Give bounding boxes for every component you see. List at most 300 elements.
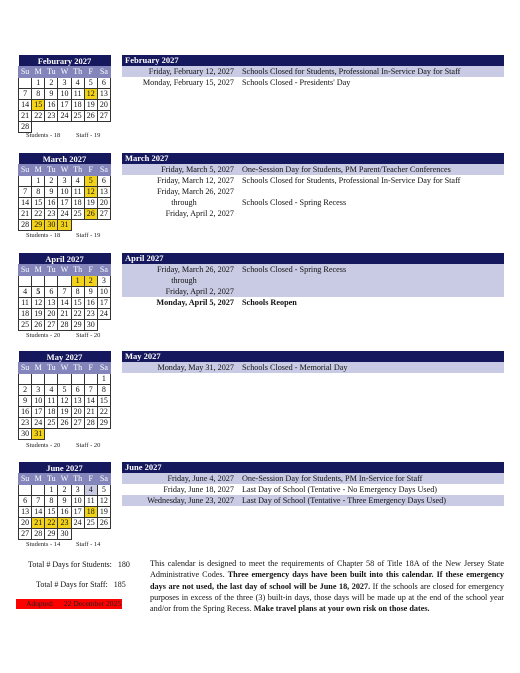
day-cell: 24	[58, 111, 71, 122]
day-cell: 18	[71, 100, 84, 111]
day-cell: 27	[45, 320, 58, 331]
day-cell: 12	[97, 496, 110, 507]
weekday-label: Tu	[45, 474, 58, 485]
day-cell: 12	[58, 396, 71, 407]
month-title: Feburary 2027	[19, 55, 111, 67]
day-cell: 11	[45, 396, 58, 407]
day-cell: 23	[84, 309, 97, 320]
week-row	[19, 529, 111, 540]
event-row	[122, 362, 504, 373]
weekday-label: Tu	[45, 165, 58, 176]
day-cell: 10	[32, 396, 45, 407]
staff-day-count: Staff - 20	[76, 442, 101, 449]
day-cell: 31	[58, 220, 71, 231]
event-date: Friday, June 18, 2027	[163, 485, 234, 494]
day-cell: 19	[32, 309, 45, 320]
month-calendar	[18, 153, 111, 231]
day-cell: 5	[97, 485, 110, 496]
day-cell: 9	[45, 187, 58, 198]
month-title: March 2027	[19, 153, 111, 165]
day-cell: 15	[32, 198, 45, 209]
month-title: May 2027	[19, 351, 111, 363]
student-day-count: Students - 20	[26, 332, 61, 339]
day-cell: 30	[19, 429, 32, 440]
weekday-label: Tu	[45, 363, 58, 374]
day-cell: 20	[71, 407, 84, 418]
day-cell	[58, 429, 71, 440]
student-day-count: Students - 20	[26, 442, 61, 449]
day-cell: 5	[84, 78, 97, 89]
day-cell: 26	[32, 320, 45, 331]
event-description: One-Session Day for Students, PM Parent/Teacher Conferences	[242, 165, 451, 174]
day-cell: 17	[71, 507, 84, 518]
event-row	[122, 197, 504, 208]
event-date: Friday, March 26, 2027	[156, 187, 234, 196]
month-calendar	[18, 351, 111, 440]
day-cell: 10	[58, 89, 71, 100]
day-cell	[19, 485, 32, 496]
day-cell: 7	[19, 89, 32, 100]
day-cell	[97, 320, 110, 331]
day-cell: 18	[84, 507, 97, 518]
week-row	[19, 518, 111, 529]
weekday-label: Sa	[97, 363, 110, 374]
day-cell	[58, 374, 71, 385]
events-title: June 2027	[122, 462, 504, 473]
day-cell	[58, 276, 71, 287]
week-row	[19, 374, 111, 385]
event-date: Friday, March 5, 2027	[161, 165, 234, 174]
weekday-label: F	[84, 474, 97, 485]
day-cell	[19, 276, 32, 287]
weekday-label: Su	[19, 165, 32, 176]
day-cell: 11	[71, 89, 84, 100]
day-cell: 31	[32, 429, 45, 440]
week-row	[19, 496, 111, 507]
day-cell	[19, 176, 32, 187]
day-cell: 28	[19, 220, 32, 231]
week-row	[19, 407, 111, 418]
day-cell: 13	[19, 507, 32, 518]
day-cell: 30	[84, 320, 97, 331]
day-cell: 14	[84, 396, 97, 407]
day-cell: 4	[71, 78, 84, 89]
day-cell: 16	[19, 407, 32, 418]
day-cell: 15	[97, 396, 110, 407]
day-cell: 6	[19, 496, 32, 507]
event-row	[122, 275, 504, 286]
day-cell: 10	[58, 187, 71, 198]
events-title: March 2027	[122, 153, 504, 164]
weekday-label: Sa	[97, 265, 110, 276]
day-cell: 18	[19, 309, 32, 320]
event-date: Friday, March 12, 2027	[156, 176, 234, 185]
day-cell: 7	[58, 287, 71, 298]
day-cell: 12	[84, 89, 97, 100]
day-cell: 28	[58, 320, 71, 331]
day-cell: 25	[45, 418, 58, 429]
event-description: Schools Closed - Spring Recess	[242, 265, 347, 274]
week-row	[19, 100, 111, 111]
day-cell: 21	[84, 407, 97, 418]
week-row	[19, 396, 111, 407]
event-date: Monday, May 31, 2027	[157, 363, 234, 372]
day-cell: 8	[32, 187, 45, 198]
day-cell: 14	[32, 507, 45, 518]
weekday-label: Th	[71, 265, 84, 276]
day-cell	[58, 122, 71, 133]
event-row	[122, 264, 504, 275]
day-cell: 21	[19, 111, 32, 122]
event-description: Schools Closed - Presidents' Day	[242, 78, 351, 87]
day-cell	[97, 429, 110, 440]
day-cell: 22	[32, 111, 45, 122]
weekday-label: Su	[19, 67, 32, 78]
day-cell: 19	[84, 100, 97, 111]
day-cell	[45, 374, 58, 385]
event-description: One-Session Day for Students, PM In-Service for Staff	[242, 474, 423, 483]
day-cell: 27	[19, 529, 32, 540]
day-cell: 11	[19, 298, 32, 309]
day-cell: 10	[71, 496, 84, 507]
day-cell: 26	[84, 209, 97, 220]
weekday-label: M	[32, 363, 45, 374]
day-cell: 15	[32, 100, 45, 111]
event-description: Last Day of School (Tentative - No Emergency Days Used)	[242, 485, 438, 494]
day-cell: 3	[71, 485, 84, 496]
day-cell: 13	[71, 396, 84, 407]
day-cell: 22	[97, 407, 110, 418]
staff-day-count: Staff - 14	[76, 541, 101, 548]
weekday-label: F	[84, 165, 97, 176]
day-cell: 13	[97, 187, 110, 198]
week-row	[19, 507, 111, 518]
adopted-badge: Adopted: 22 December 2025	[16, 599, 122, 609]
day-cell: 15	[45, 507, 58, 518]
event-row	[122, 208, 504, 219]
day-cell	[71, 220, 84, 231]
day-cell: 29	[45, 529, 58, 540]
calendar-note: This calendar is designed to meet the requirements of Chapter 58 of Title 18A of the New Jersey State Administrative Codes. Three emergency days have been built into this calendar. If these emergency days are not used, the last day of school will be June 18, 2027. If the schools are closed for emergency purposes in excess of the three (3) built-in days, those days will be made up at the end of the school year and/or from the Spring Recess. Make travel plans at your own risk on those dates.	[150, 559, 505, 614]
event-date: Friday, June 4, 2027	[167, 474, 234, 483]
day-cell	[45, 122, 58, 133]
week-row	[19, 220, 111, 231]
day-cell: 19	[58, 407, 71, 418]
day-cell: 12	[32, 298, 45, 309]
day-cell	[45, 429, 58, 440]
event-date: through	[171, 198, 197, 207]
event-row	[122, 66, 504, 77]
day-cell: 21	[58, 309, 71, 320]
day-cell: 30	[45, 220, 58, 231]
month-events	[122, 351, 504, 373]
event-row	[122, 297, 504, 308]
event-description: Schools Closed - Spring Recess	[242, 198, 347, 207]
day-cell: 16	[58, 507, 71, 518]
weekday-label: Sa	[97, 165, 110, 176]
day-cell: 11	[84, 496, 97, 507]
day-cell: 27	[97, 111, 110, 122]
day-cell: 23	[58, 518, 71, 529]
week-row	[19, 276, 111, 287]
day-cell: 11	[71, 187, 84, 198]
day-cell: 7	[19, 187, 32, 198]
day-cell: 8	[45, 496, 58, 507]
weekday-label: W	[58, 363, 71, 374]
day-cell: 20	[97, 100, 110, 111]
day-cell: 24	[58, 209, 71, 220]
day-cell: 4	[45, 385, 58, 396]
day-cell: 22	[71, 309, 84, 320]
day-cell: 28	[32, 529, 45, 540]
day-cell: 29	[71, 320, 84, 331]
weekday-label: M	[32, 265, 45, 276]
day-cell: 9	[84, 287, 97, 298]
day-cell	[19, 374, 32, 385]
day-cell	[32, 276, 45, 287]
weekday-label: M	[32, 67, 45, 78]
day-cell: 5	[58, 385, 71, 396]
day-cell	[32, 122, 45, 133]
day-cell: 1	[97, 374, 110, 385]
day-cell: 19	[97, 507, 110, 518]
day-cell: 28	[84, 418, 97, 429]
event-date: Friday, February 12, 2027	[148, 67, 234, 76]
student-day-count: Students - 18	[26, 132, 61, 139]
weekday-label: W	[58, 265, 71, 276]
week-row	[19, 320, 111, 331]
day-cell: 10	[97, 287, 110, 298]
staff-day-count: Staff - 19	[76, 132, 101, 139]
day-cell: 16	[45, 198, 58, 209]
day-cell: 27	[97, 209, 110, 220]
day-cell: 23	[19, 418, 32, 429]
day-cell	[19, 78, 32, 89]
day-cell: 26	[97, 518, 110, 529]
day-cell: 23	[45, 111, 58, 122]
week-row	[19, 287, 111, 298]
total-students: Total # Days for Students: 180	[28, 560, 130, 569]
weekday-label: F	[84, 363, 97, 374]
event-row	[122, 186, 504, 197]
staff-day-count: Staff - 19	[76, 232, 101, 239]
day-cell: 13	[97, 89, 110, 100]
week-row	[19, 198, 111, 209]
event-row	[122, 164, 504, 175]
day-cell: 22	[45, 518, 58, 529]
day-cell: 17	[58, 100, 71, 111]
day-cell	[32, 485, 45, 496]
week-row	[19, 429, 111, 440]
day-cell	[84, 429, 97, 440]
day-cell: 9	[19, 396, 32, 407]
weekday-label: Sa	[97, 474, 110, 485]
event-description: Schools Reopen	[242, 298, 297, 307]
week-row	[19, 89, 111, 100]
day-cell: 18	[45, 407, 58, 418]
event-date: Wednesday, June 23, 2027	[147, 496, 234, 505]
day-cell: 5	[84, 176, 97, 187]
day-cell	[84, 374, 97, 385]
day-cell: 19	[84, 198, 97, 209]
weekday-label: Th	[71, 67, 84, 78]
weekday-label: W	[58, 67, 71, 78]
day-cell: 23	[45, 209, 58, 220]
weekday-label: Su	[19, 363, 32, 374]
day-cell: 3	[58, 176, 71, 187]
day-cell: 25	[71, 209, 84, 220]
events-title: April 2027	[122, 253, 504, 264]
day-cell	[84, 529, 97, 540]
day-cell: 25	[84, 518, 97, 529]
day-cell	[84, 122, 97, 133]
week-row	[19, 209, 111, 220]
day-cell: 9	[58, 496, 71, 507]
day-cell: 2	[19, 385, 32, 396]
day-cell: 5	[32, 287, 45, 298]
student-day-count: Students - 18	[26, 232, 61, 239]
day-cell: 26	[58, 418, 71, 429]
day-cell: 16	[84, 298, 97, 309]
month-title: April 2027	[19, 253, 111, 265]
event-row	[122, 473, 504, 484]
day-cell: 24	[32, 418, 45, 429]
day-cell: 1	[32, 78, 45, 89]
day-cell: 4	[71, 176, 84, 187]
day-cell	[97, 220, 110, 231]
month-events	[122, 253, 504, 308]
event-date: Monday, February 15, 2027	[142, 78, 234, 87]
week-row	[19, 298, 111, 309]
day-cell: 24	[97, 309, 110, 320]
day-cell: 13	[45, 298, 58, 309]
day-cell: 4	[84, 485, 97, 496]
weekday-label: W	[58, 165, 71, 176]
events-title: May 2027	[122, 351, 504, 362]
event-date: Friday, April 2, 2027	[165, 287, 234, 296]
day-cell: 17	[97, 298, 110, 309]
day-cell: 17	[58, 198, 71, 209]
day-cell: 14	[19, 100, 32, 111]
day-cell: 17	[32, 407, 45, 418]
weekday-label: W	[58, 474, 71, 485]
event-description: Schools Closed for Students, Professional In-Service Day for Staff	[242, 67, 461, 76]
day-cell: 8	[97, 385, 110, 396]
weekday-label: Su	[19, 474, 32, 485]
month-calendar	[18, 55, 111, 133]
event-description: Schools Closed - Memorial Day	[242, 363, 348, 372]
weekday-label: F	[84, 265, 97, 276]
day-cell: 24	[71, 518, 84, 529]
event-description: Last Day of School (Tentative - Three Emergency Days Used)	[242, 496, 446, 505]
day-cell	[71, 529, 84, 540]
day-cell: 7	[84, 385, 97, 396]
day-cell: 3	[97, 276, 110, 287]
day-cell: 6	[45, 287, 58, 298]
day-cell: 20	[97, 198, 110, 209]
day-cell	[45, 276, 58, 287]
event-date: Friday, April 2, 2027	[165, 209, 234, 218]
event-row	[122, 495, 504, 506]
event-description: Schools Closed for Students, Professional In-Service Day for Staff	[242, 176, 461, 185]
day-cell: 22	[32, 209, 45, 220]
day-cell: 29	[97, 418, 110, 429]
event-date: Monday, April 5, 2027	[156, 298, 234, 307]
day-cell: 4	[19, 287, 32, 298]
day-cell: 1	[45, 485, 58, 496]
day-cell: 8	[71, 287, 84, 298]
weekday-label: Th	[71, 474, 84, 485]
day-cell: 7	[32, 496, 45, 507]
day-cell: 18	[71, 198, 84, 209]
day-cell: 6	[97, 176, 110, 187]
day-cell	[32, 374, 45, 385]
week-row	[19, 385, 111, 396]
day-cell: 12	[84, 187, 97, 198]
event-date: through	[171, 276, 197, 285]
day-cell: 25	[71, 111, 84, 122]
day-cell: 6	[71, 385, 84, 396]
day-cell	[71, 429, 84, 440]
event-row	[122, 175, 504, 186]
event-row	[122, 484, 504, 495]
week-row	[19, 418, 111, 429]
student-day-count: Students - 14	[26, 541, 61, 548]
month-events	[122, 462, 504, 506]
weekday-label: Su	[19, 265, 32, 276]
day-cell: 28	[19, 122, 32, 133]
day-cell: 21	[19, 209, 32, 220]
day-cell	[84, 220, 97, 231]
day-cell: 14	[19, 198, 32, 209]
day-cell: 1	[32, 176, 45, 187]
week-row	[19, 176, 111, 187]
month-events	[122, 153, 504, 219]
weekday-label: M	[32, 474, 45, 485]
weekday-label: F	[84, 67, 97, 78]
day-cell: 16	[45, 100, 58, 111]
day-cell: 3	[58, 78, 71, 89]
weekday-label: Sa	[97, 67, 110, 78]
weekday-label: Tu	[45, 265, 58, 276]
day-cell	[71, 374, 84, 385]
day-cell: 2	[45, 176, 58, 187]
week-row	[19, 122, 111, 133]
day-cell: 21	[32, 518, 45, 529]
events-title: February 2027	[122, 55, 504, 66]
day-cell	[71, 122, 84, 133]
day-cell: 2	[84, 276, 97, 287]
event-date: Friday, March 26, 2027	[156, 265, 234, 274]
day-cell: 2	[58, 485, 71, 496]
day-cell: 15	[71, 298, 84, 309]
day-cell: 6	[97, 78, 110, 89]
day-cell: 29	[32, 220, 45, 231]
day-cell: 25	[19, 320, 32, 331]
month-title: June 2027	[19, 462, 111, 474]
total-staff: Total # Days for Staff: 185	[36, 580, 126, 589]
week-row	[19, 111, 111, 122]
month-events	[122, 55, 504, 88]
day-cell: 2	[45, 78, 58, 89]
week-row	[19, 309, 111, 320]
day-cell: 8	[32, 89, 45, 100]
staff-day-count: Staff - 20	[76, 332, 101, 339]
month-calendar	[18, 462, 111, 540]
day-cell: 27	[71, 418, 84, 429]
day-cell: 1	[71, 276, 84, 287]
weekday-label: Th	[71, 165, 84, 176]
